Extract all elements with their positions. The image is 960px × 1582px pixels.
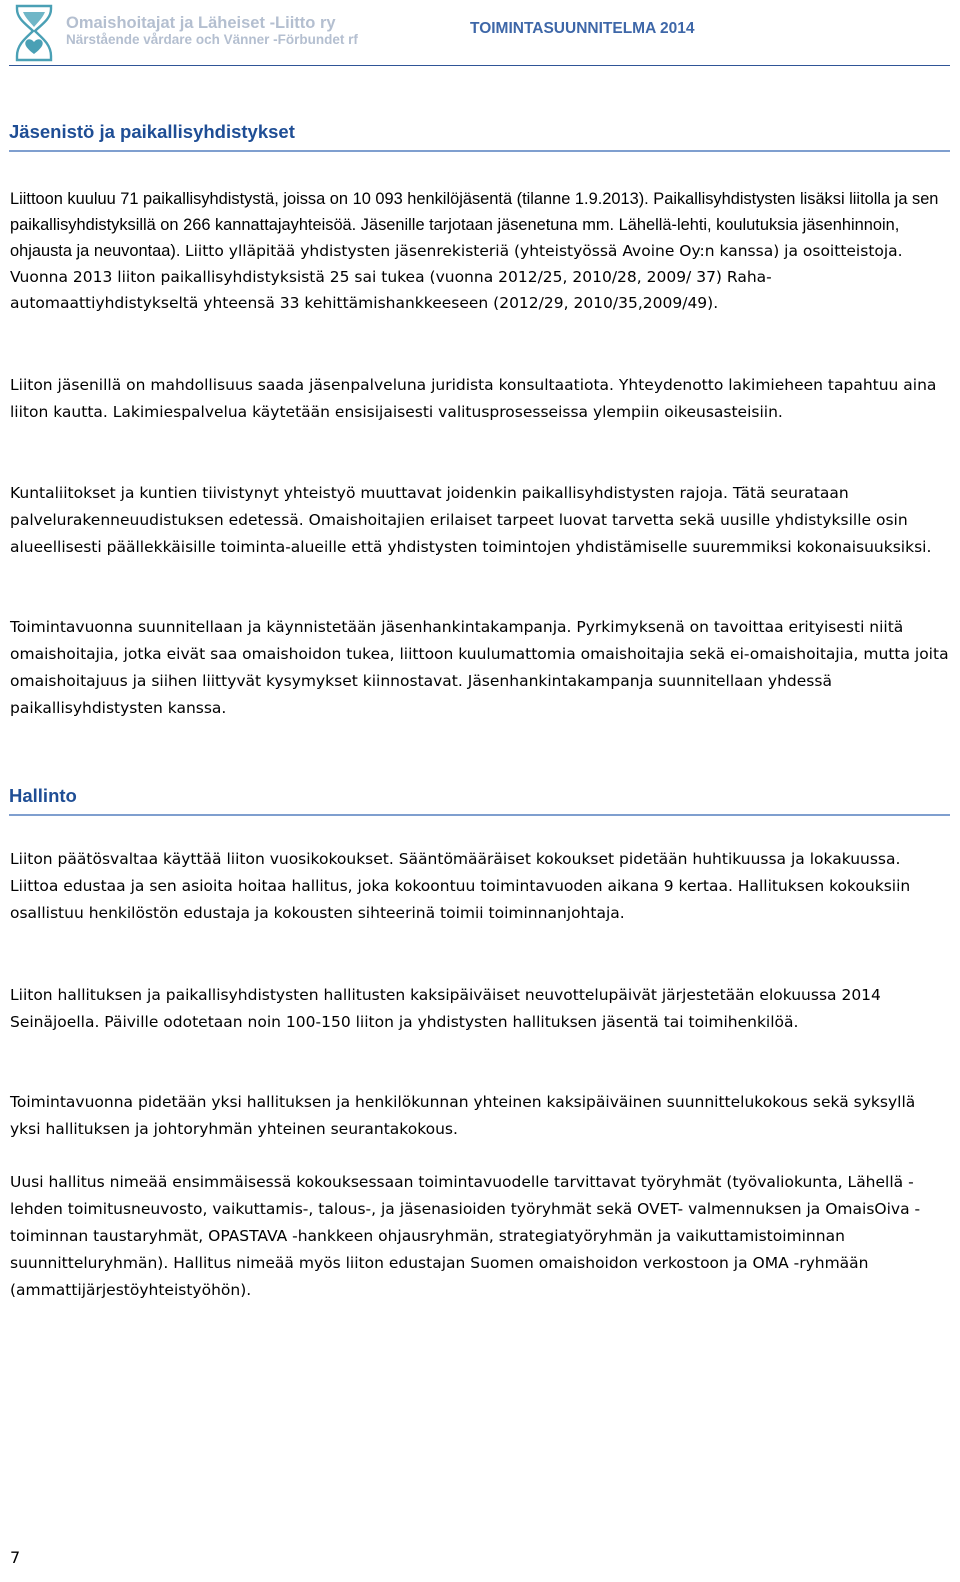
org-name-swedish: Närstående vårdare och Vänner -Förbundet rf bbox=[66, 31, 358, 47]
page-header bbox=[0, 0, 960, 66]
paragraph-membership-2: Liiton jäsenillä on mahdollisuus saada jäsenpalveluna juridista konsultaatiota. Yhteydenotto lakimieheen tapahtuu aina liiton kautta. Lakimiespalvelua käytetään ensisijaisesti valitusprosesseissa ylempiin oikeusasteisiin. bbox=[10, 376, 937, 421]
page-number: 7 bbox=[10, 1548, 21, 1567]
paragraph-membership-4: Toimintavuonna suunnitellaan ja käynnistetään jäsenhankintakampanja. Pyrkimyksenä on tavoittaa erityisesti niitä omaishoitajia, jotka eivät saa omaishoidon tukea, liittoon kuulumattomia omaishoitajia sekä ei-omaishoitajia, mutta joita omaishoitajuus ja siihen liittyvät kysymykset kiinnostavat. Jäsenhankintakampanja suunnitellaan yhdessä paikallisyhdistysten kanssa. bbox=[10, 618, 949, 717]
paragraph-administration-3: Toimintavuonna pidetään yksi hallituksen ja henkilökunnan yhteinen kaksipäiväinen suunnittelukokous sekä syksyllä yksi hallituksen ja johtoryhmän yhteinen seurantakokous. bbox=[10, 1093, 916, 1138]
org-name-finnish: Omaishoitajat ja Läheiset -Liitto ry bbox=[66, 14, 336, 32]
paragraph-membership-1b: Liitto ylläpitää yhdistysten jäsenrekisteriä (yhteistyössä Avoine Oy:n kanssa) ja osoitteistoja. Vuonna 2013 liiton paikallisyhdistyksistä 25 sai tukea (vuonna 2012/25, 2010/28, 2009/ 37) Raha-automaattiyhdistykseltä yhteensä 33 kehittämishankkeeseen (2012/29, 2010/35,2009/49). bbox=[10, 242, 903, 312]
hourglass-heart-icon bbox=[14, 4, 54, 62]
document-title: TOIMINTASUUNNITELMA 2014 bbox=[470, 20, 695, 37]
paragraph-membership-1 bbox=[10, 186, 950, 316]
paragraph-administration-1: Liiton päätösvaltaa käyttää liiton vuosikokoukset. Sääntömääräiset kokoukset pidetään huhtikuussa ja lokakuussa. Liittoa edustaa ja sen asioita hoitaa hallitus, joka kokoontuu toimintavuoden aikana 9 kertaa. Hallituksen kokouksiin osallistuu henkilöstön edustaja ja kokousten sihteerinä toimii toiminnanjohtaja. bbox=[10, 850, 911, 922]
paragraph-membership-1a: Liittoon kuuluu 71 paikallisyhdistystä, joissa on 10 093 henkilöjäsentä (tilanne 1.9.2013). Paikallisyhdistysten lisäksi liitolla ja sen paikallisyhdistyksillä on 266 kannattajayhteisöä. Jäsenille tarjotaan jäsenetuna mm. Lähellä-lehti, koulutuksia jäsenhinnoin, ohjausta ja neuvontaa). bbox=[10, 190, 939, 260]
organization-names bbox=[66, 15, 358, 46]
heading-administration: Hallinto bbox=[9, 785, 950, 816]
paragraph-administration-2: Liiton hallituksen ja paikallisyhdistysten hallitusten kaksipäiväiset neuvottelupäivät järjestetään elokuussa 2014 Seinäjoella. Päiville odotetaan noin 100-150 liiton ja yhdistysten hallituksen jäsentä tai toimihenkilöä. bbox=[10, 986, 881, 1031]
paragraph-membership-3: Kuntaliitokset ja kuntien tiivistynyt yhteistyö muuttavat joidenkin paikallisyhdistysten rajoja. Tätä seurataan palvelurakenneuudistuksen edetessä. Omaishoitajien erilaiset tarpeet luovat tarvetta sekä uusille yhdistyksille osin alueellisesti päällekkäisille toiminta-alueille että yhdistysten toimintojen yhdistämiselle suuremmiksi kokonaisuuksiksi. bbox=[10, 484, 932, 556]
paragraph-administration-4: Uusi hallitus nimeää ensimmäisessä kokouksessaan toimintavuodelle tarvittavat työryhmät (työvaliokunta, Lähellä -lehden toimitusneuvosto, vaikuttamis-, talous-, ja jäsenasioiden työryhmät sekä OVET- valmennuksen ja OmaisOiva -toiminnan taustaryhmät, OPASTAVA -hankkeen ohjausryhmän, strategiatyöryhmän ja vaikuttamistoiminnan suunnitteluryhmän). Hallitus nimeää myös liiton edustajan Suomen omaishoidon verkostoon ja OMA -ryhmään (ammattijärjestöyhteistyöhön). bbox=[10, 1173, 921, 1299]
header-divider bbox=[9, 65, 950, 66]
heading-membership: Jäsenistö ja paikallisyhdistykset bbox=[9, 121, 950, 152]
